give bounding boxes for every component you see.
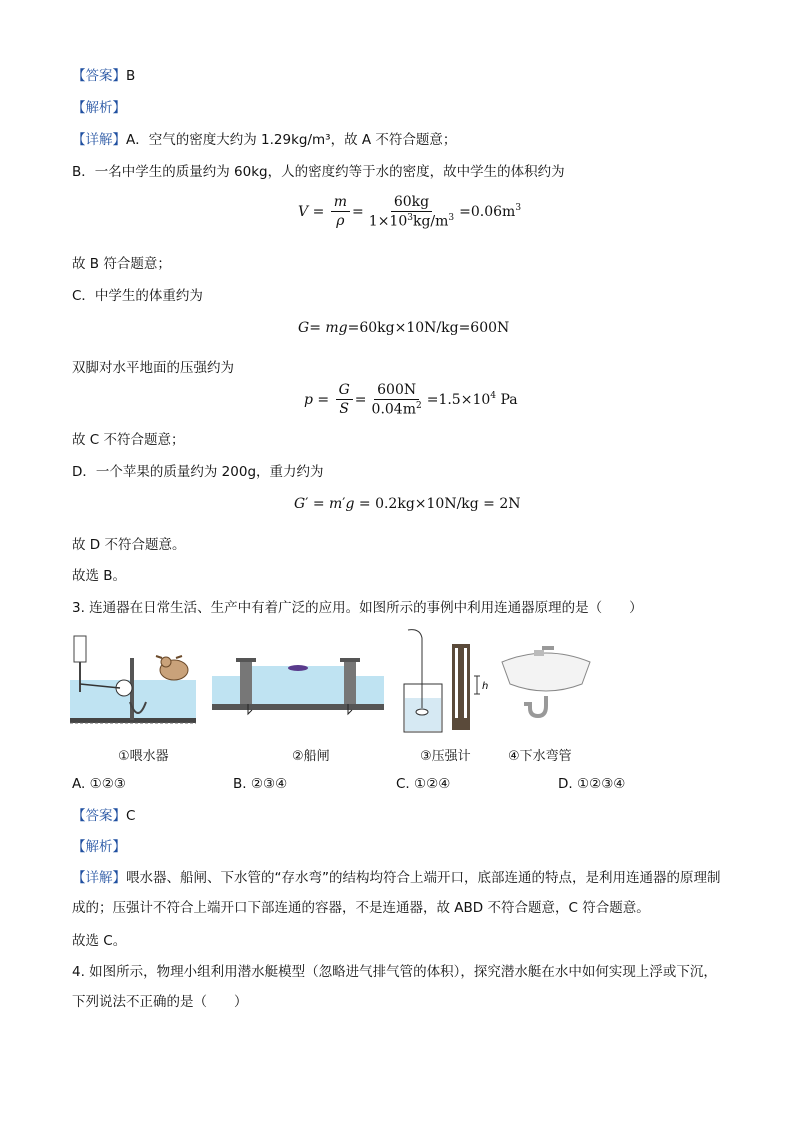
option-a-explanation: A．空气的密度大约为 1.29kg/m³，故 A 不符合题意；: [126, 132, 457, 148]
figure-caption-trap: ④下水弯管: [508, 749, 572, 764]
option-c-explanation: C．中学生的体重约为: [72, 288, 203, 304]
option-d[interactable]: [558, 776, 625, 792]
q3-conclusion: 故选 C。: [72, 933, 127, 949]
pressure-gauge-figure: [400, 628, 496, 736]
q4-stem: 4. 如图所示，物理小组利用潜水艇模型（忽略进气排气管的体积），探究潜水艇在水中如何实现上浮或下沉，下列说法不正确的是（ ）: [72, 964, 717, 1010]
height-label: h: [482, 681, 489, 692]
sink-trap-figure: [498, 640, 596, 728]
option-c-explanation-2: 双脚对水平地面的压强约为: [72, 360, 234, 376]
answer-tag: 【答案】: [72, 68, 126, 84]
option-a[interactable]: [72, 776, 126, 792]
q3-detail-tag: 【详解】: [72, 870, 126, 886]
q3-detail-paragraph: [72, 863, 724, 923]
answer-value: B: [126, 68, 136, 84]
detail-a-line: [72, 130, 456, 150]
option-d-result: 故 D 不符合题意。: [72, 537, 186, 553]
option-d-explanation: D．一个苹果的质量约为 200g，重力约为: [72, 464, 324, 480]
option-b-text: ②③④: [250, 776, 288, 792]
figure-caption-gauge: ③压强计: [420, 749, 471, 764]
option-b-letter: B.: [233, 776, 247, 792]
water-feeder-figure: [70, 632, 196, 726]
option-b-result: 故 B 符合题意；: [72, 256, 171, 272]
ship-lock-figure: [212, 656, 384, 716]
analysis-tag: 【解析】: [72, 100, 126, 116]
option-c-letter: C.: [396, 776, 410, 792]
answer-line: [72, 66, 135, 86]
option-b-explanation: B．一名中学生的质量约为 60kg，人的密度约等于水的密度，故中学生的体积约为: [72, 164, 565, 180]
q3-answer-line: [72, 806, 135, 826]
q3-answer-tag: 【答案】: [72, 808, 126, 824]
option-a-text: ①②③: [89, 776, 126, 792]
volume-formula: V = $\frac{m}{\rho}$ = $\frac{60kg}{1\times 10^3kg/m^3}$ $=0.06m^3$: [298, 194, 522, 230]
option-d-text: ①②③④: [576, 776, 626, 792]
q3-detail-text: 喂水器、船闸、下水管的“存水弯”的结构均符合上端开口，底部连通的特点，是利用连通器的原理制成的；压强计不符合上端开口下部连通的容器，不是连通器，故 ABD 不符合题意，C 符合题意。: [72, 870, 721, 916]
option-c-result: 故 C 不符合题意；: [72, 432, 185, 448]
q3-stem: 3. 连通器在日常生活、生产中有着广泛的应用。如图所示的事例中利用连通器原理的是（ ）: [72, 600, 643, 616]
figure-caption-lock: ②船闸: [292, 749, 330, 764]
weight-formula: G= mg=60kg×10N/kg=600N: [298, 320, 510, 336]
q3-answer-value: C: [126, 808, 136, 824]
pressure-formula: p = $\frac{G}{S}$ = $\frac{600N}{0.04m^2}$ $=1.5\times 10^4$ Pa: [304, 382, 518, 418]
q2-conclusion: 故选 B。: [72, 568, 127, 584]
detail-tag: 【详解】: [72, 132, 126, 148]
option-a-letter: A.: [72, 776, 86, 792]
option-d-letter: D.: [558, 776, 573, 792]
option-b[interactable]: [233, 776, 287, 792]
option-c[interactable]: [396, 776, 450, 792]
q3-analysis-tag: 【解析】: [72, 839, 126, 855]
figure-caption-feeder: ①喂水器: [118, 749, 169, 764]
option-c-text: ①②④: [414, 776, 451, 792]
apple-weight-formula: G′ = m′g = 0.2kg×10N/kg = 2N: [294, 496, 521, 512]
